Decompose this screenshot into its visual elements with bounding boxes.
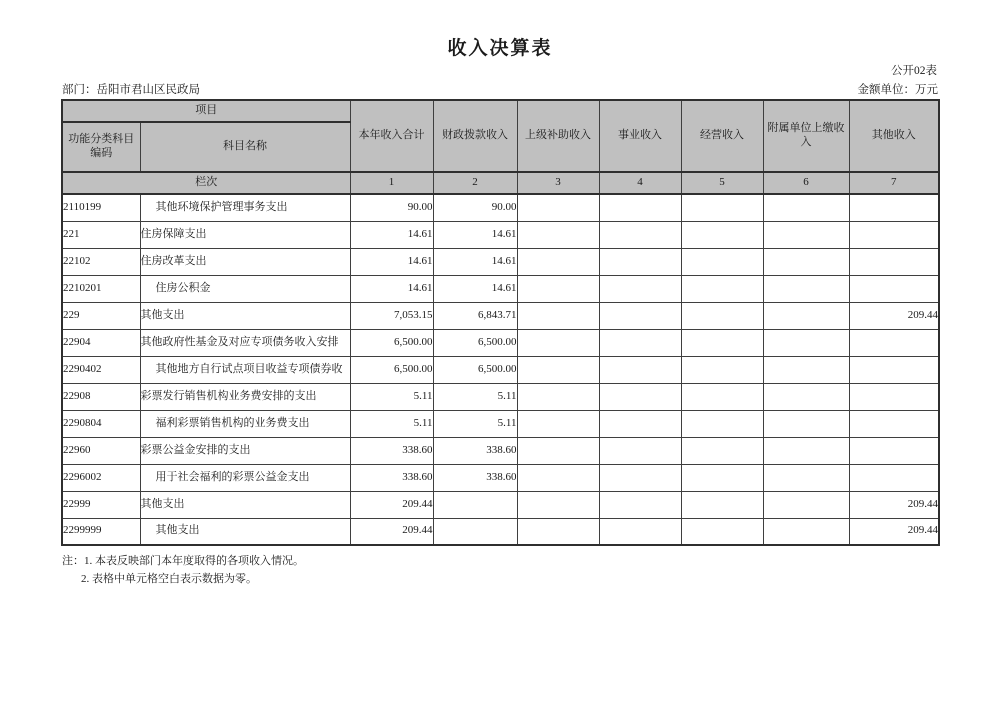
page-title: 收入决算表 — [447, 38, 553, 59]
table-row — [62, 221, 939, 248]
row-value — [681, 275, 763, 302]
row-value — [681, 437, 763, 464]
row-value — [763, 194, 849, 221]
row-subject-name: 其他支出 — [140, 518, 350, 545]
footnote-2: 2. 表格中单元格空白表示数据为零。 — [81, 573, 257, 585]
row-value — [599, 356, 681, 383]
row-value — [681, 194, 763, 221]
row-value — [681, 356, 763, 383]
header-row-project — [62, 100, 939, 122]
header-col-index: 3 — [517, 172, 599, 194]
row-value — [599, 194, 681, 221]
row-value — [849, 194, 939, 221]
row-value: 338.60 — [350, 437, 433, 464]
header-col-index: 2 — [433, 172, 517, 194]
header-col-superior: 上级补助收入 — [517, 100, 599, 172]
table-row — [62, 410, 939, 437]
row-subject-name: 其他政府性基金及对应专项债务收入安排 — [140, 329, 350, 356]
row-code: 2299999 — [62, 518, 140, 545]
header-col-index: 7 — [849, 172, 939, 194]
row-code: 22999 — [62, 491, 140, 518]
row-value — [599, 491, 681, 518]
row-value — [763, 464, 849, 491]
row-value — [599, 248, 681, 275]
row-value — [517, 464, 599, 491]
header-col-total: 本年收入合计 — [350, 100, 433, 172]
row-value — [681, 302, 763, 329]
row-value: 14.61 — [433, 221, 517, 248]
row-value — [599, 275, 681, 302]
row-value — [517, 194, 599, 221]
table-row — [62, 464, 939, 491]
row-code: 2296002 — [62, 464, 140, 491]
row-code: 229 — [62, 302, 140, 329]
row-value — [849, 275, 939, 302]
table-row — [62, 383, 939, 410]
row-value — [681, 329, 763, 356]
row-value — [763, 518, 849, 545]
row-value: 5.11 — [433, 383, 517, 410]
row-value: 14.61 — [350, 248, 433, 275]
row-value — [681, 221, 763, 248]
row-subject-name: 住房公积金 — [140, 275, 350, 302]
row-value: 209.44 — [849, 491, 939, 518]
row-code: 22102 — [62, 248, 140, 275]
header-col-operating: 经营收入 — [681, 100, 763, 172]
meta-row — [62, 81, 938, 97]
row-value — [763, 329, 849, 356]
row-value — [763, 275, 849, 302]
unit-label: 金额单位：万元 — [857, 84, 938, 96]
row-value: 209.44 — [849, 518, 939, 545]
row-value — [517, 302, 599, 329]
row-subject-name: 其他环境保护管理事务支出 — [140, 194, 350, 221]
row-value — [681, 491, 763, 518]
row-value — [763, 221, 849, 248]
row-value — [849, 464, 939, 491]
row-value — [849, 437, 939, 464]
header-col-other: 其他收入 — [849, 100, 939, 172]
table-head — [62, 100, 939, 194]
row-value — [433, 491, 517, 518]
row-value — [517, 491, 599, 518]
row-value — [849, 383, 939, 410]
row-value — [849, 356, 939, 383]
row-value: 5.11 — [433, 410, 517, 437]
row-value: 338.60 — [433, 437, 517, 464]
row-value — [681, 518, 763, 545]
row-value — [763, 491, 849, 518]
row-value — [763, 383, 849, 410]
row-value: 14.61 — [350, 275, 433, 302]
table-row — [62, 275, 939, 302]
row-value: 6,500.00 — [350, 329, 433, 356]
row-value — [517, 329, 599, 356]
table-row — [62, 491, 939, 518]
row-value — [763, 437, 849, 464]
row-value — [681, 410, 763, 437]
row-value — [681, 383, 763, 410]
row-value — [517, 221, 599, 248]
row-value — [517, 410, 599, 437]
table-row — [62, 518, 939, 545]
row-value: 209.44 — [849, 302, 939, 329]
table-row — [62, 302, 939, 329]
form-code-label: 公开02表 — [891, 65, 937, 77]
row-subject-name: 彩票公益金安排的支出 — [140, 437, 350, 464]
row-subject-name: 福利彩票销售机构的业务费支出 — [140, 410, 350, 437]
row-subject-name: 住房改革支出 — [140, 248, 350, 275]
row-code: 22908 — [62, 383, 140, 410]
table-row — [62, 194, 939, 221]
row-value — [599, 518, 681, 545]
row-value — [599, 437, 681, 464]
header-row-index-label: 栏次 — [62, 172, 350, 194]
income-final-accounts-table — [61, 99, 940, 546]
footnotes — [62, 552, 304, 588]
row-value: 338.60 — [350, 464, 433, 491]
table-row — [62, 437, 939, 464]
table-row — [62, 356, 939, 383]
row-value — [517, 518, 599, 545]
row-value — [849, 329, 939, 356]
row-value: 7,053.15 — [350, 302, 433, 329]
row-value — [517, 248, 599, 275]
row-value: 6,500.00 — [433, 329, 517, 356]
row-value — [599, 464, 681, 491]
row-code: 22904 — [62, 329, 140, 356]
row-value: 5.11 — [350, 383, 433, 410]
row-value: 90.00 — [433, 194, 517, 221]
row-value: 5.11 — [350, 410, 433, 437]
row-value — [517, 437, 599, 464]
header-col-affiliated: 附属单位上缴收入 — [763, 100, 849, 172]
row-value: 14.61 — [433, 275, 517, 302]
row-code: 2210201 — [62, 275, 140, 302]
row-value: 209.44 — [350, 491, 433, 518]
header-code-label: 功能分类科目编码 — [62, 122, 140, 172]
row-code: 2290804 — [62, 410, 140, 437]
row-value — [433, 518, 517, 545]
row-value — [517, 356, 599, 383]
row-code: 221 — [62, 221, 140, 248]
income-table-wrap — [61, 99, 939, 546]
header-col-index: 5 — [681, 172, 763, 194]
row-value — [849, 221, 939, 248]
row-value — [517, 275, 599, 302]
row-subject-name: 其他支出 — [140, 302, 350, 329]
row-subject-name: 其他支出 — [140, 491, 350, 518]
row-value — [599, 383, 681, 410]
row-code: 2290402 — [62, 356, 140, 383]
row-value — [599, 302, 681, 329]
row-value — [599, 329, 681, 356]
table-body — [62, 194, 939, 545]
row-value: 209.44 — [350, 518, 433, 545]
header-subject-label: 科目名称 — [140, 122, 350, 172]
row-subject-name: 用于社会福利的彩票公益金支出 — [140, 464, 350, 491]
row-value: 6,843.71 — [433, 302, 517, 329]
row-value: 338.60 — [433, 464, 517, 491]
department-label: 部门：岳阳市君山区民政局 — [62, 84, 200, 96]
row-value — [849, 248, 939, 275]
row-code: 22960 — [62, 437, 140, 464]
header-col-business: 事业收入 — [599, 100, 681, 172]
header-col-index: 6 — [763, 172, 849, 194]
row-value — [517, 383, 599, 410]
row-value: 14.61 — [433, 248, 517, 275]
header-col-index: 4 — [599, 172, 681, 194]
row-subject-name: 彩票发行销售机构业务费安排的支出 — [140, 383, 350, 410]
row-value — [599, 410, 681, 437]
row-value — [681, 464, 763, 491]
header-col-fiscal: 财政拨款收入 — [433, 100, 517, 172]
row-value — [763, 410, 849, 437]
row-value — [849, 410, 939, 437]
row-code: 2110199 — [62, 194, 140, 221]
row-value — [763, 356, 849, 383]
row-value: 6,500.00 — [433, 356, 517, 383]
table-row — [62, 329, 939, 356]
header-col-index: 1 — [350, 172, 433, 194]
row-value: 90.00 — [350, 194, 433, 221]
footnote-1: 注：1. 本表反映部门本年度取得的各项收入情况。 — [62, 555, 304, 567]
header-project: 项目 — [62, 100, 350, 122]
row-subject-name: 住房保障支出 — [140, 221, 350, 248]
row-value — [763, 302, 849, 329]
header-row-index — [62, 172, 939, 194]
row-value: 14.61 — [350, 221, 433, 248]
row-value — [599, 221, 681, 248]
row-value — [763, 248, 849, 275]
row-value: 6,500.00 — [350, 356, 433, 383]
table-row — [62, 248, 939, 275]
row-value — [681, 248, 763, 275]
row-subject-name: 其他地方自行试点项目收益专项债券收 — [140, 356, 350, 383]
